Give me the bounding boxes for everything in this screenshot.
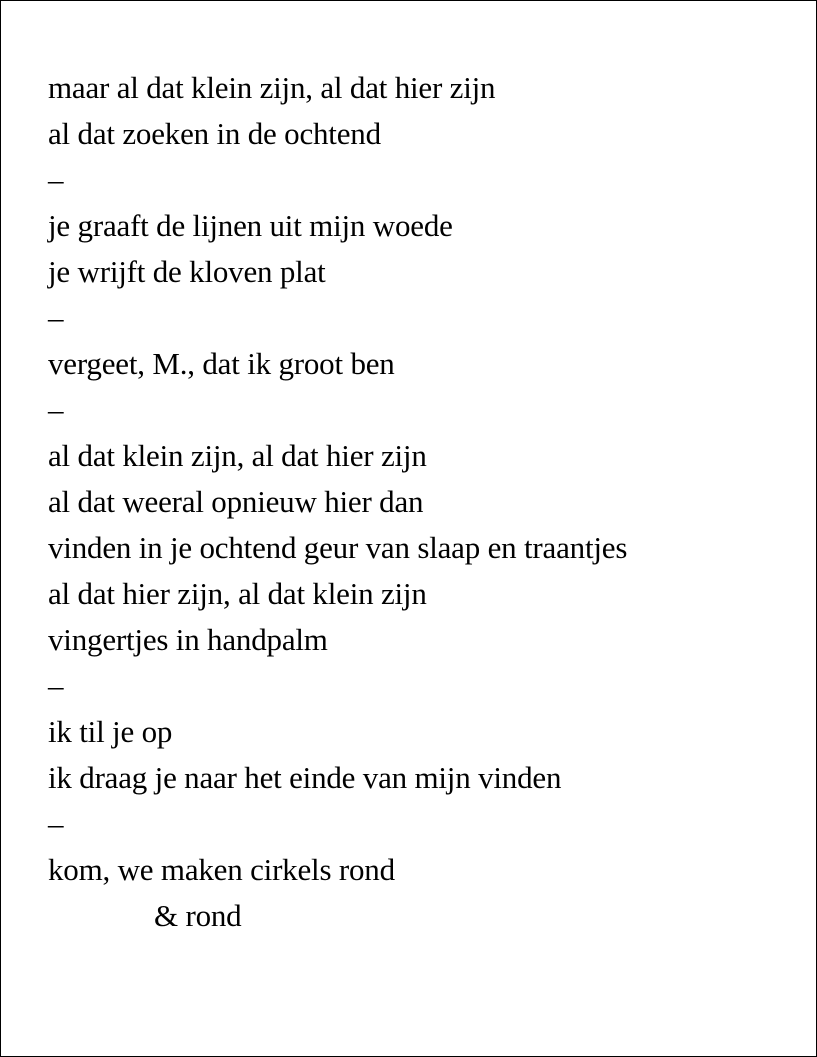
poem-line: vergeet, M., dat ik groot ben [48, 346, 395, 381]
poem-line: vinden in je ochtend geur van slaap en traantjes [48, 530, 628, 565]
poem-line: al dat klein zijn, al dat hier zijn [48, 438, 427, 473]
poem-line: je graaft de lijnen uit mijn woede [48, 208, 453, 243]
poem-line: je wrijft de kloven plat [48, 254, 326, 289]
poem-text [48, 65, 627, 939]
stanza-separator: – [48, 300, 64, 335]
poem-line: maar al dat klein zijn, al dat hier zijn [48, 70, 496, 105]
stanza-separator: – [48, 392, 64, 427]
poem-line: ik til je op [48, 714, 173, 749]
poem-line-indented: & rond [154, 898, 242, 933]
poem-line: al dat hier zijn, al dat klein zijn [48, 576, 427, 611]
poem-line: kom, we maken cirkels rond [48, 852, 395, 887]
poem-line: al dat weeral opnieuw hier dan [48, 484, 424, 519]
poem-line: ik draag je naar het einde van mijn vinden [48, 760, 562, 795]
stanza-separator: – [48, 806, 64, 841]
stanza-separator: – [48, 668, 64, 703]
poem-line: vingertjes in handpalm [48, 622, 328, 657]
stanza-separator: – [48, 162, 64, 197]
poem-line: al dat zoeken in de ochtend [48, 116, 381, 151]
